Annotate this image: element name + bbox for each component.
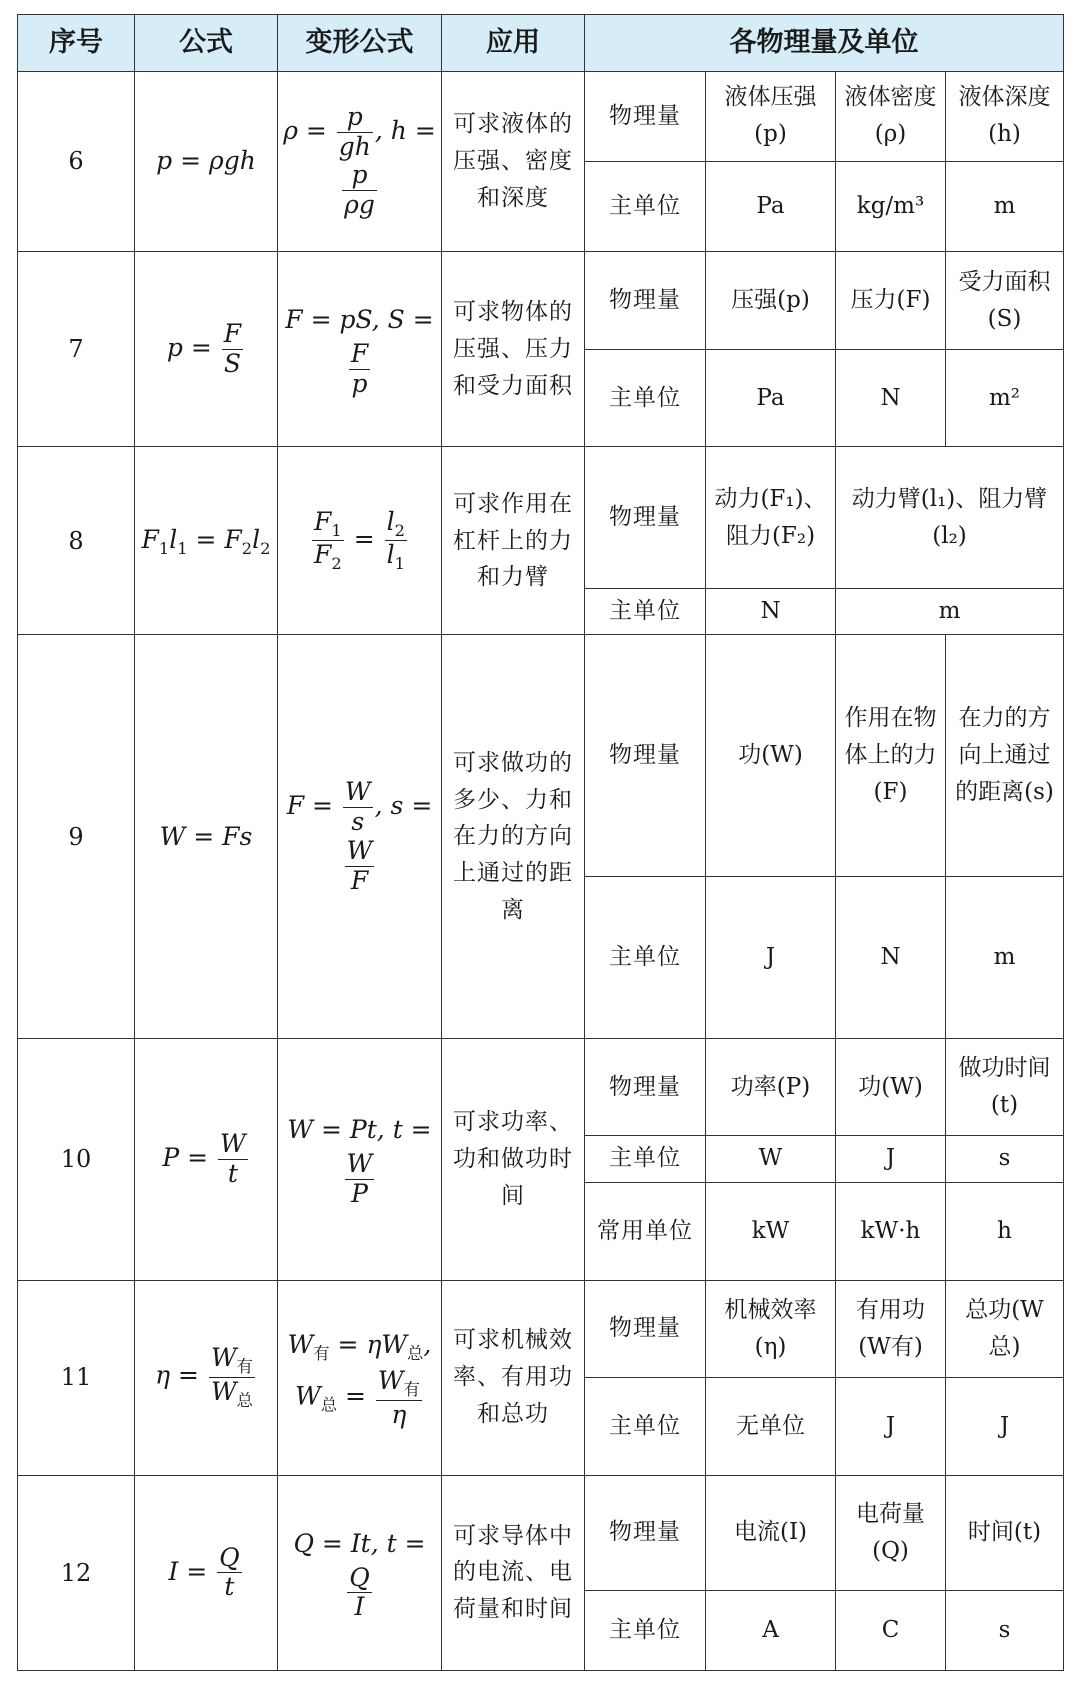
header-formula: 公式 bbox=[135, 15, 278, 72]
unit-cell: N bbox=[836, 876, 946, 1038]
quantity-cell: 液体压强(p) bbox=[706, 71, 836, 161]
unit-cell: Pa bbox=[706, 161, 836, 251]
unit-cell: J bbox=[706, 876, 836, 1038]
common-unit-cell: kW bbox=[706, 1182, 836, 1280]
quantity-cell: 总功(W总) bbox=[946, 1280, 1064, 1378]
unit-cell: s bbox=[946, 1590, 1064, 1670]
quantity-cell: 电荷量(Q) bbox=[836, 1475, 946, 1590]
transform-formula: ρ = $\frac{p}{gh}$ , h = $\frac{p}{\rho g}$ bbox=[278, 71, 442, 252]
quantity-label: 物理量 bbox=[585, 635, 706, 876]
row-number: 6 bbox=[18, 71, 135, 252]
unit-cell: s bbox=[946, 1135, 1064, 1182]
quantity-cell: 功(W) bbox=[706, 635, 836, 876]
unit-cell: N bbox=[836, 349, 946, 447]
header-transform: 变形公式 bbox=[278, 15, 442, 72]
quantity-cell: 时间(t) bbox=[946, 1475, 1064, 1590]
row-number: 7 bbox=[18, 252, 135, 447]
formula: p = $\frac{F}{S}$ bbox=[135, 252, 278, 447]
quantity-cell: 功(W) bbox=[836, 1039, 946, 1136]
quantity-label: 物理量 bbox=[585, 447, 706, 589]
table-row bbox=[18, 635, 1064, 876]
common-unit-cell: h bbox=[946, 1182, 1064, 1280]
header-no: 序号 bbox=[18, 15, 135, 72]
transform-formula: Q = It, t = $\frac{Q}{I}$ bbox=[278, 1475, 442, 1670]
quantity-cell: 液体密度(ρ) bbox=[836, 71, 946, 161]
table-row bbox=[18, 447, 1064, 589]
unit-label: 主单位 bbox=[585, 349, 706, 447]
table-row bbox=[18, 71, 1064, 161]
unit-cell: m bbox=[836, 589, 1064, 635]
row-number: 8 bbox=[18, 447, 135, 635]
table-row bbox=[18, 1039, 1064, 1136]
quantity-cell: 功率(P) bbox=[706, 1039, 836, 1136]
quantity-cell: 压力(F) bbox=[836, 252, 946, 350]
unit-cell: J bbox=[946, 1378, 1064, 1476]
quantity-cell: 压强(p) bbox=[706, 252, 836, 350]
application: 可求液体的压强、密度和深度 bbox=[442, 71, 585, 252]
quantity-label: 物理量 bbox=[585, 1039, 706, 1136]
transform-formula: W = Pt, t = $\frac{W}{P}$ bbox=[278, 1039, 442, 1280]
common-unit-label: 常用单位 bbox=[585, 1182, 706, 1280]
unit-label: 主单位 bbox=[585, 876, 706, 1038]
application: 可求物体的压强、压力和受力面积 bbox=[442, 252, 585, 447]
header-application: 应用 bbox=[442, 15, 585, 72]
unit-cell: m bbox=[946, 161, 1064, 251]
application: 可求做功的多少、力和在力的方向上通过的距离 bbox=[442, 635, 585, 1039]
table-row bbox=[18, 1280, 1064, 1378]
row-number: 10 bbox=[18, 1039, 135, 1280]
quantity-cell: 液体深度(h) bbox=[946, 71, 1064, 161]
quantity-cell: 做功时间(t) bbox=[946, 1039, 1064, 1136]
unit-cell: kg/m³ bbox=[836, 161, 946, 251]
table-row bbox=[18, 1475, 1064, 1590]
unit-label: 主单位 bbox=[585, 589, 706, 635]
quantity-cell: 电流(I) bbox=[706, 1475, 836, 1590]
row-number: 12 bbox=[18, 1475, 135, 1670]
table-row bbox=[18, 252, 1064, 350]
quantity-label: 物理量 bbox=[585, 252, 706, 350]
formula: p = ρgh bbox=[135, 71, 278, 252]
quantity-label: 物理量 bbox=[585, 71, 706, 161]
application: 可求功率、功和做功时间 bbox=[442, 1039, 585, 1280]
unit-label: 主单位 bbox=[585, 1135, 706, 1182]
quantity-label: 物理量 bbox=[585, 1280, 706, 1378]
unit-label: 主单位 bbox=[585, 1590, 706, 1670]
unit-cell: m² bbox=[946, 349, 1064, 447]
transform-formula: $W_有 = \eta W_总$, $W_总$ = $\frac{W_有}{\eta}$ bbox=[278, 1280, 442, 1475]
unit-label: 主单位 bbox=[585, 161, 706, 251]
unit-cell: A bbox=[706, 1590, 836, 1670]
unit-cell: m bbox=[946, 876, 1064, 1038]
row-number: 9 bbox=[18, 635, 135, 1039]
unit-cell: J bbox=[836, 1135, 946, 1182]
quantity-label: 物理量 bbox=[585, 1475, 706, 1590]
unit-cell: C bbox=[836, 1590, 946, 1670]
formula: I = $\frac{Q}{t}$ bbox=[135, 1475, 278, 1670]
common-unit-cell: kW·h bbox=[836, 1182, 946, 1280]
quantity-cell: 动力(F₁)、阻力(F₂) bbox=[706, 447, 836, 589]
quantity-cell: 有用功(W有) bbox=[836, 1280, 946, 1378]
quantity-cell: 在力的方向上通过的距离(s) bbox=[946, 635, 1064, 876]
quantity-cell: 机械效率(η) bbox=[706, 1280, 836, 1378]
application: 可求导体中的电流、电荷量和时间 bbox=[442, 1475, 585, 1670]
application: 可求作用在杠杆上的力和力臂 bbox=[442, 447, 585, 635]
formula: η = $\frac{W_有}{W_总}$ bbox=[135, 1280, 278, 1475]
unit-cell: 无单位 bbox=[706, 1378, 836, 1476]
quantity-cell: 受力面积(S) bbox=[946, 252, 1064, 350]
row-number: 11 bbox=[18, 1280, 135, 1475]
transform-formula: F = pS, S = $\frac{F}{p}$ bbox=[278, 252, 442, 447]
formula: P = $\frac{W}{t}$ bbox=[135, 1039, 278, 1280]
physics-formula-table bbox=[17, 14, 1064, 1671]
unit-label: 主单位 bbox=[585, 1378, 706, 1476]
quantity-cell: 动力臂(l₁)、阻力臂(l₂) bbox=[836, 447, 1064, 589]
formula: W = Fs bbox=[135, 635, 278, 1039]
header-row bbox=[18, 15, 1064, 72]
transform-formula: F = $\frac{W}{s}$ , s = $\frac{W}{F}$ bbox=[278, 635, 442, 1039]
unit-cell: N bbox=[706, 589, 836, 635]
unit-cell: Pa bbox=[706, 349, 836, 447]
application: 可求机械效率、有用功和总功 bbox=[442, 1280, 585, 1475]
transform-formula: $\frac{F_1}{F_2}$ = $\frac{l_2}{l_1}$ bbox=[278, 447, 442, 635]
unit-cell: W bbox=[706, 1135, 836, 1182]
quantity-cell: 作用在物体上的力(F) bbox=[836, 635, 946, 876]
unit-cell: J bbox=[836, 1378, 946, 1476]
header-quantities: 各物理量及单位 bbox=[585, 15, 1064, 72]
formula: $F_1l_1 = F_2l_2$ bbox=[135, 447, 278, 635]
